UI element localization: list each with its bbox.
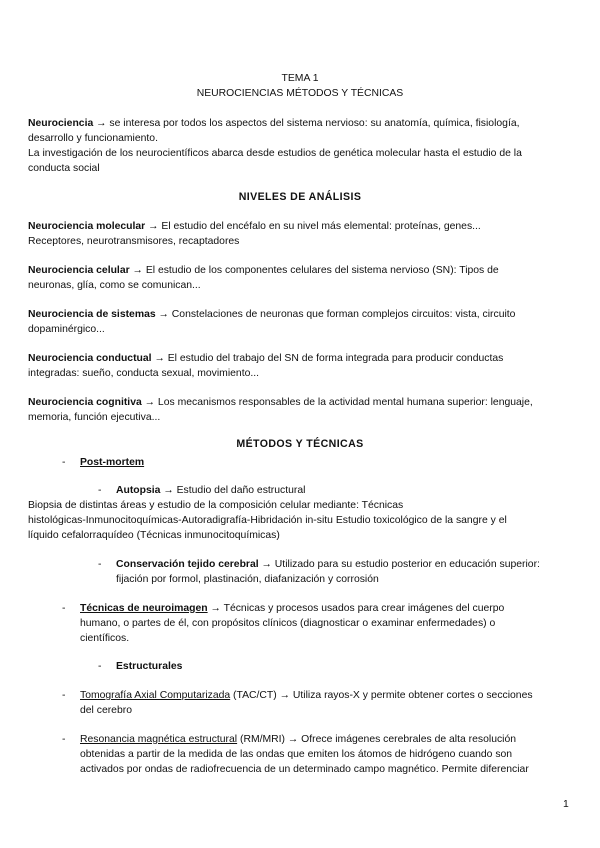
tac-definition: (TAC/CT) → Utiliza rayos-X y permite obtener cortes o secciones [230,690,533,701]
nivel-celular-line2: neuronas, glía, como se comunican... [28,280,201,291]
nivel-definition: → Constelaciones de neuronas que forman complejos circuitos: vista, circuito [155,309,516,320]
nivel-term: Neurociencia cognitiva [28,397,142,408]
nivel-definition: → Los mecanismos responsables de la actividad mental humana superior: lenguaje, [141,397,533,408]
nivel-term: Neurociencia de sistemas [28,309,156,320]
nivel-term: Neurociencia celular [28,265,130,276]
intro-paragraph [28,116,578,131]
biopsia-line2: histológicas-Inmunocitoquímicas-Autoradigrafía-Hibridación in-situ Estudio toxicológico de la sangre y el [28,515,507,526]
postmortem-label [80,455,144,470]
nivel-conductual-line1 [28,351,578,366]
metodos-heading: MÉTODOS Y TÉCNICAS [236,438,364,450]
tema-label: TEMA 1 [281,73,319,84]
tac-line [80,688,533,703]
nivel-conductual-line2: integradas: sueño, conducta sexual, movimiento... [28,368,260,379]
rm-line [80,732,516,747]
nivel-molecular-line2: Receptores, neurotransmisores, recaptadores [28,236,240,247]
autopsia-term: Autopsia [116,485,161,496]
bullet-dash: - [62,734,66,745]
tac-term: Tomografía Axial Computarizada [80,690,231,701]
intro-term: Neurociencia [28,118,94,129]
rm-definition: (RM/MRI) → Ofrece imágenes cerebrales de alta resolución [237,734,517,745]
rm-term: Resonancia magnética estructural [80,734,238,745]
tac-line2: del cerebro [80,705,132,716]
page-number: 1 [563,799,569,810]
neuroimagen-definition: → Técnicas y procesos usados para crear imágenes del cuerpo [207,603,505,614]
biopsia-line1: Biopsia de distintas áreas y estudio de la composición celular mediante: Técnicas [28,500,404,511]
niveles-heading: NIVELES DE ANÁLISIS [238,191,362,203]
bullet-dash: - [98,661,102,672]
conservacion-line [116,557,540,572]
nivel-term: Neurociencia conductual [28,353,152,364]
autopsia-line [116,483,305,498]
nivel-cognitiva-line1 [28,395,578,410]
bullet-dash: - [98,485,102,496]
conservacion-term: Conservación tejido cerebral [116,559,259,570]
intro-definition-cont: desarrollo y funcionamiento. [28,133,158,144]
conservacion-line2: fijación por formol, plastinación, diafanización y corrosión [116,574,379,585]
intro-p2-line1: La investigación de los neurocientíficos abarca desde estudios de genética molecular hasta el estudio de la [28,148,522,159]
intro-definition: → se interesa por todos los aspectos del sistema nervioso: su anatomía, química, fisiología, [93,118,520,129]
neuroimagen-line3: científicos. [80,633,130,644]
autopsia-definition: → Estudio del daño estructural [160,485,306,496]
neuroimagen-line2: humano, o partes de él, con propósitos clínicos (diagnosticar o examinar enfermedades) o [80,618,496,629]
nivel-term: Neurociencia molecular [28,221,146,232]
bullet-dash: - [98,559,102,570]
page-title: NEUROCIENCIAS MÉTODOS Y TÉCNICAS [196,88,404,99]
nivel-celular-line1 [28,263,578,278]
bullet-dash: - [62,690,66,701]
estructurales-text: Estructurales [116,661,183,672]
intro-p2-line2: conducta social [28,163,100,174]
bullet-dash: - [62,603,66,614]
nivel-definition: → El estudio del trabajo del SN de forma integrada para producir conductas [151,353,504,364]
nivel-definition: → El estudio de los componentes celulares del sistema nervioso (SN): Tipos de [129,265,499,276]
biopsia-line3: líquido cefalorraquídeo (Técnicas inmunocitoquímicas) [28,530,280,541]
conservacion-definition: → Utilizado para su estudio posterior en educación superior: [258,559,540,570]
bullet-dash: - [62,457,66,468]
nivel-definition: → El estudio del encéfalo en su nivel más elemental: proteínas, genes... [145,221,481,232]
neuroimagen-line [80,601,504,616]
postmortem-text: Post-mortem [80,457,145,468]
rm-line3: activados por ondas de radiofrecuencia de un determinado campo magnético. Permite diferenciar [80,764,529,775]
nivel-molecular-line1 [28,219,578,234]
neuroimagen-term: Técnicas de neuroimagen [80,603,208,614]
rm-line2: obtenidas a partir de la medida de las ondas que emiten los átomos de hidrógeno cuando son [80,749,513,760]
estructurales-label [116,659,182,674]
nivel-cognitiva-line2: memoria, función ejecutiva... [28,412,161,423]
nivel-sistemas-line1 [28,307,578,322]
nivel-sistemas-line2: dopaminérgico... [28,324,105,335]
